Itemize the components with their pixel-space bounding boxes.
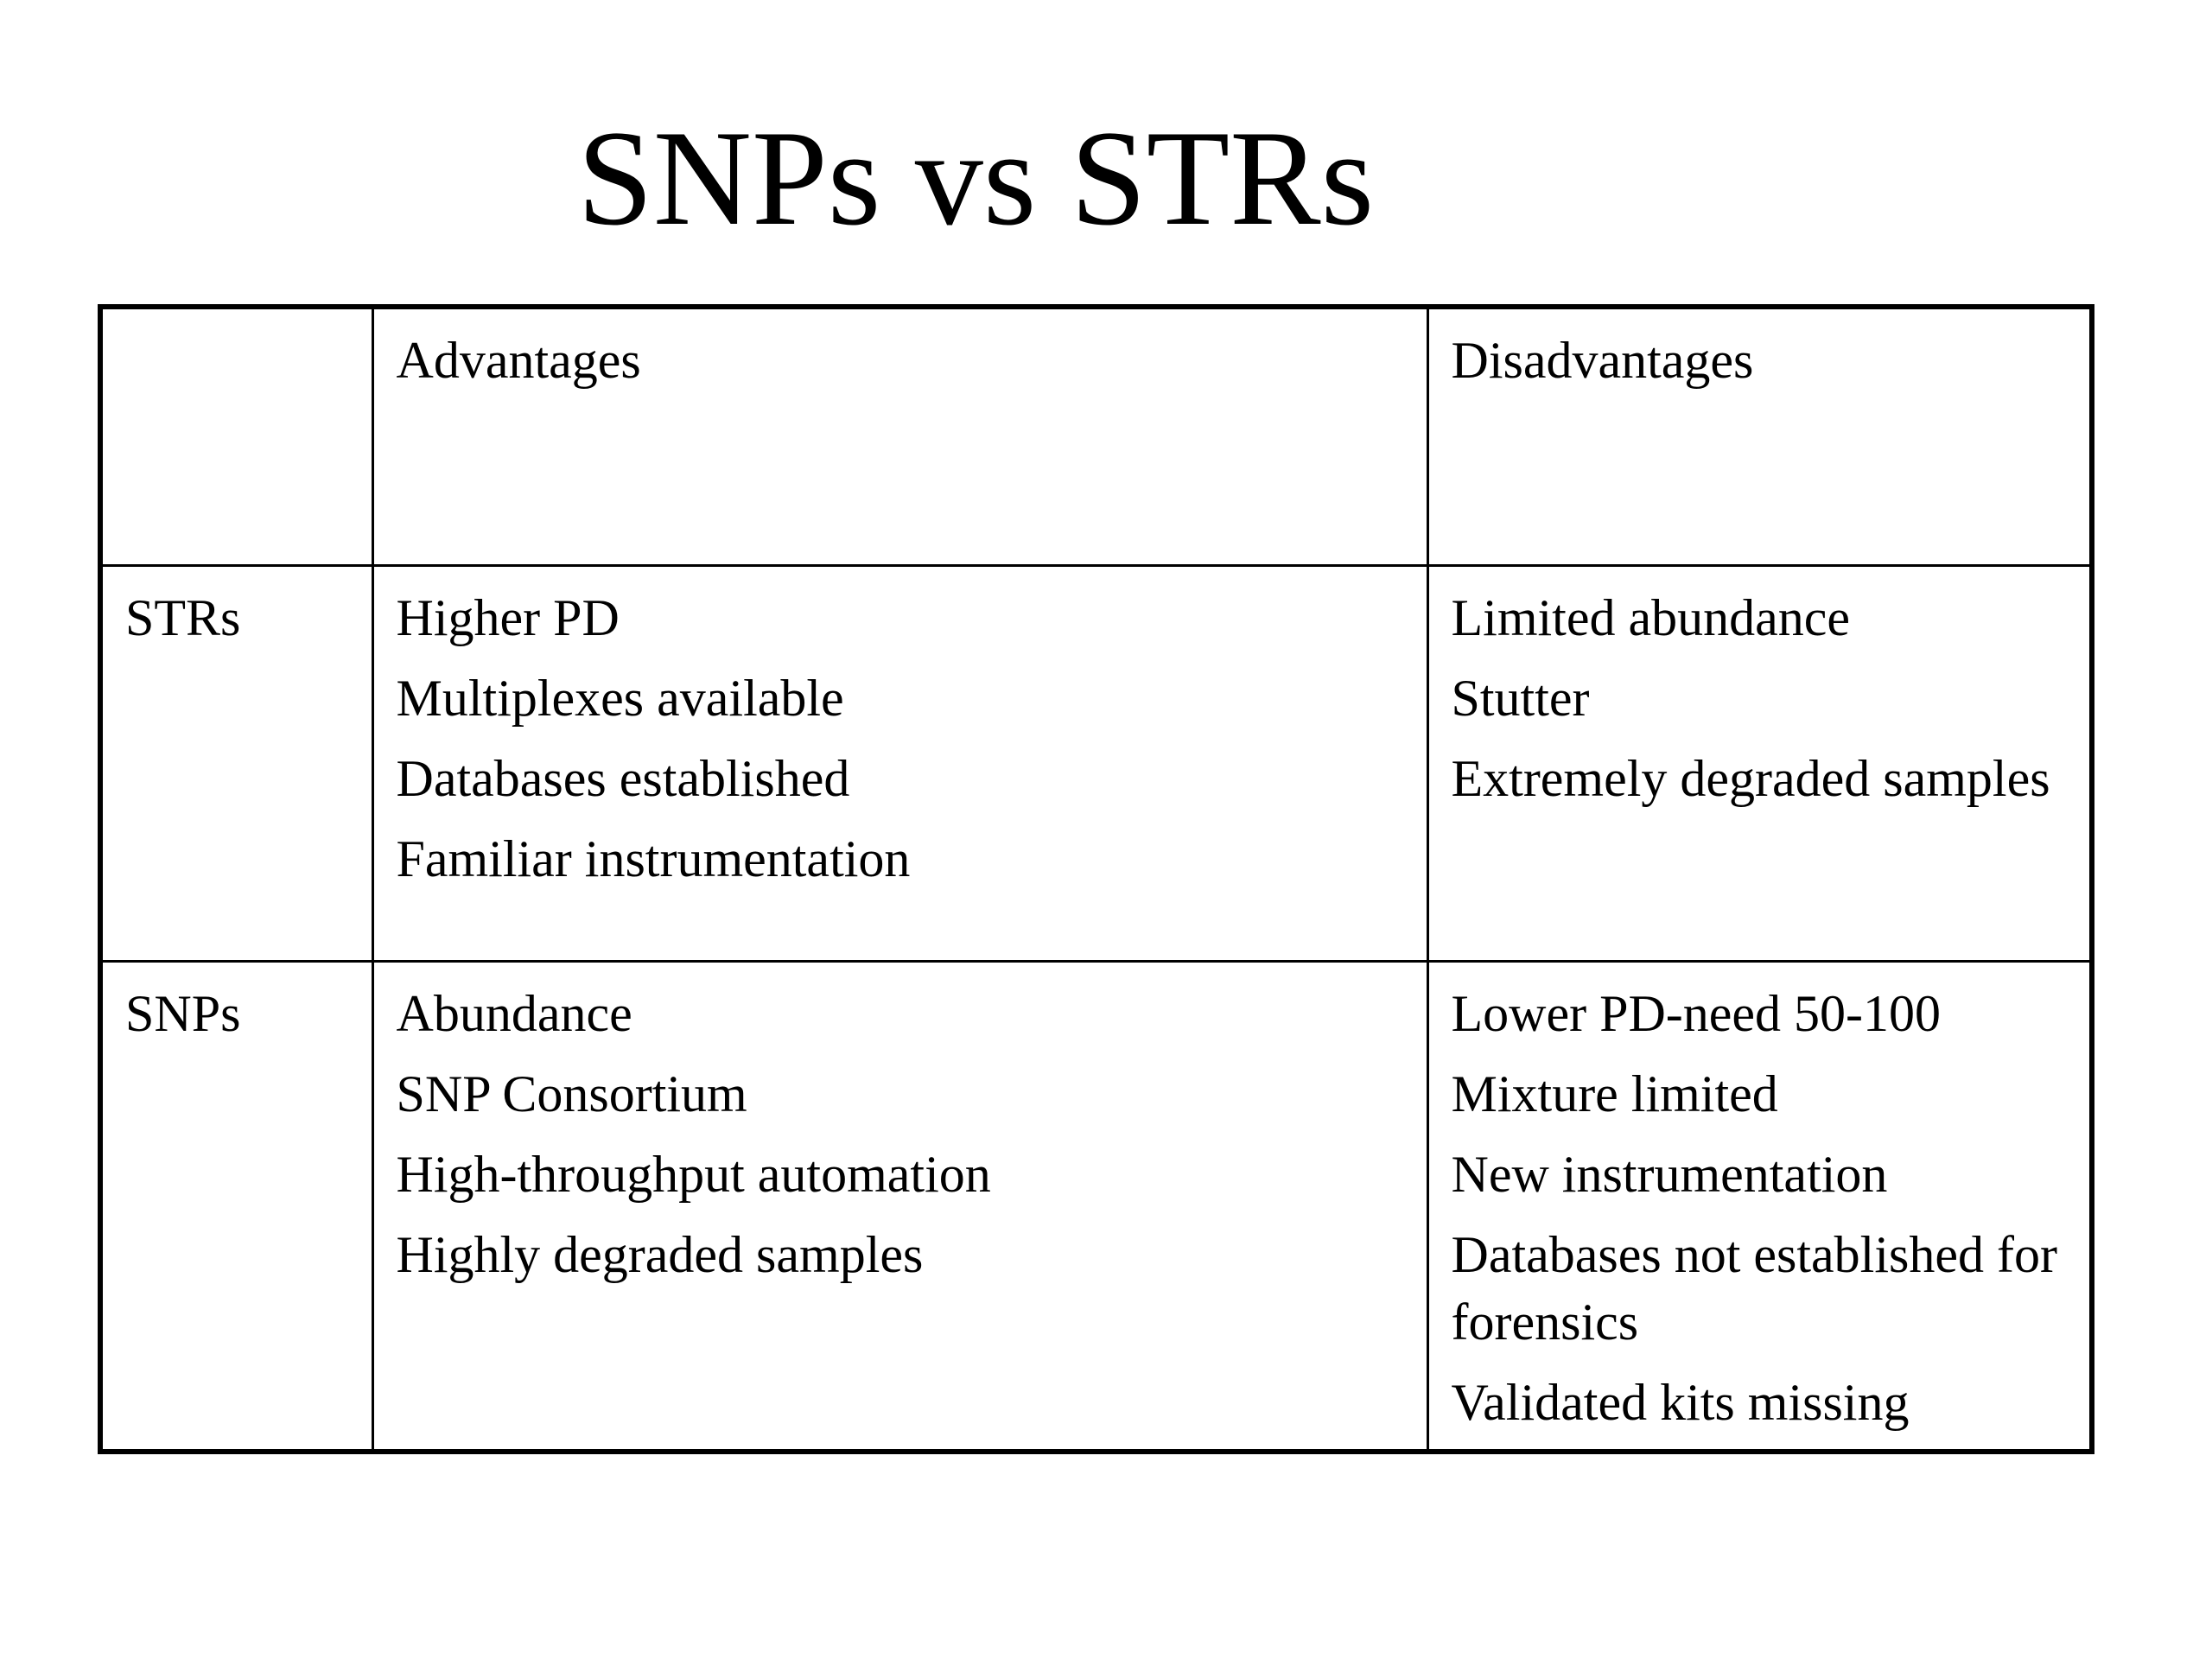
- table-row-snps: [100, 962, 2092, 1452]
- list-item: New instrumentation: [1451, 1146, 1888, 1203]
- list-item: Multiplexes available: [396, 670, 844, 727]
- list-item: Databases established: [396, 750, 850, 807]
- list-item: Limited abundance: [1451, 589, 1850, 646]
- list-item: Abundance: [396, 985, 632, 1042]
- list-item: SNP Consortium: [396, 1065, 747, 1122]
- slide-title: SNPs vs STRs: [577, 103, 1375, 254]
- header-cell-disadvantages: Disadvantages: [1427, 307, 2092, 566]
- row-label-strs: STRs: [100, 566, 372, 962]
- list-item: Validated kits missing: [1451, 1374, 1910, 1431]
- header-cell-advantages: Advantages: [372, 307, 1427, 566]
- list-item: Mixture limited: [1451, 1065, 1778, 1122]
- table-row-strs: [100, 566, 2092, 962]
- list-item: Lower PD-need 50-100: [1451, 985, 1942, 1042]
- snps-advantages-cell: [372, 962, 1427, 1452]
- list-item: Higher PD: [396, 589, 620, 646]
- list-item: Stutter: [1451, 670, 1590, 727]
- comparison-table: [98, 304, 2094, 1454]
- list-item: Databases not established for forensics: [1451, 1226, 2057, 1351]
- list-item: Familiar instrumentation: [396, 830, 911, 887]
- snps-disadvantages-cell: [1427, 962, 2092, 1452]
- header-cell-empty: [100, 307, 372, 566]
- row-label-snps: SNPs: [100, 962, 372, 1452]
- strs-disadvantages-cell: [1427, 566, 2092, 962]
- list-item: High-throughput automation: [396, 1146, 991, 1203]
- list-item: Extremely degraded samples: [1451, 750, 2050, 807]
- strs-advantages-cell: [372, 566, 1427, 962]
- table-header-row: [100, 307, 2092, 566]
- list-item: Highly degraded samples: [396, 1226, 924, 1283]
